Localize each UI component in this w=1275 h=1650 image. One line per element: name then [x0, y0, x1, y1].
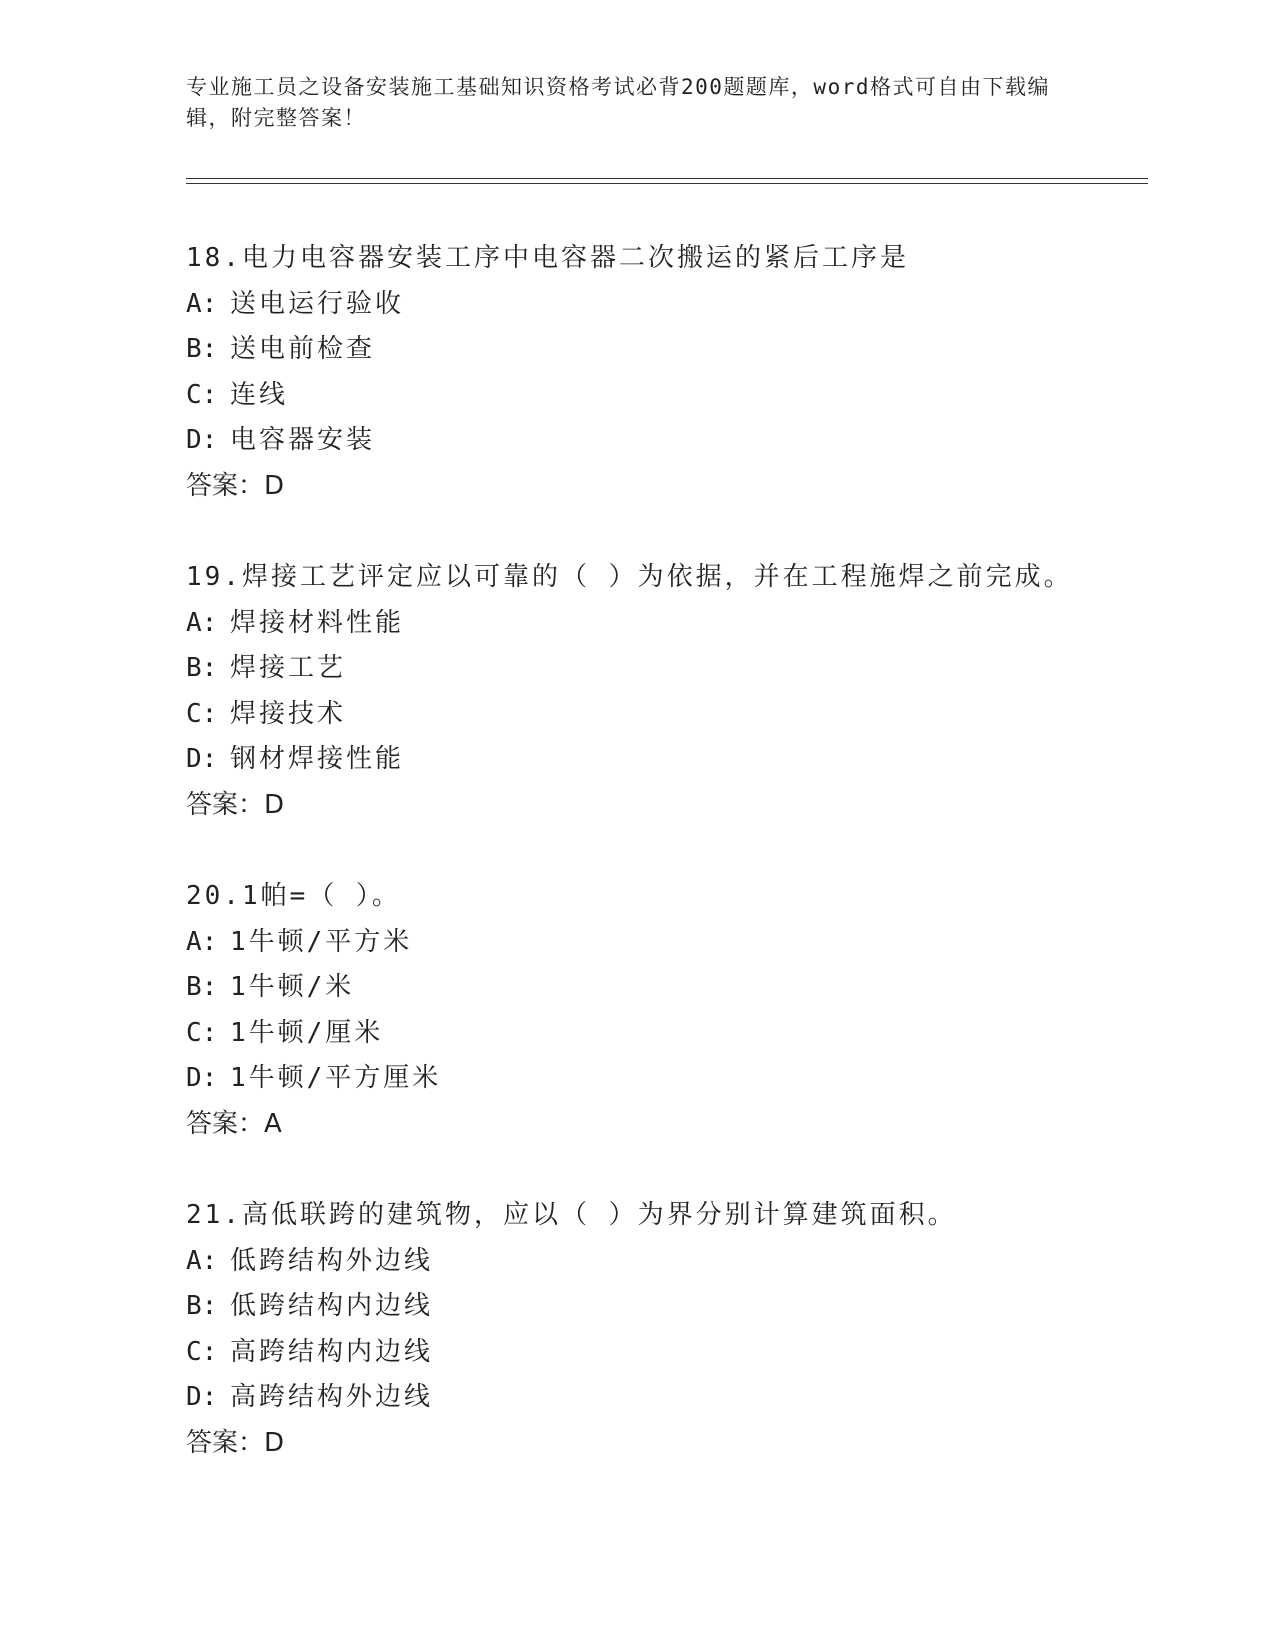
option-letter: D: — [186, 744, 218, 774]
option-d — [186, 737, 1146, 783]
option-text: 电容器安装 — [230, 425, 376, 455]
option-text: 高跨结构外边线 — [230, 1382, 434, 1412]
option-letter: D: — [186, 1382, 218, 1412]
option-letter: C: — [186, 698, 218, 729]
header-rule-bottom — [186, 183, 1148, 184]
question-stem: 20.1帕=（ ）。 — [186, 881, 401, 911]
option-a — [186, 920, 1146, 966]
option-letter: C: — [186, 379, 218, 410]
question-list — [186, 236, 1146, 1512]
question-19 — [186, 555, 1146, 828]
header-rule-top — [186, 178, 1148, 179]
option-letter: D: — [186, 425, 218, 455]
option-a — [186, 282, 1146, 328]
option-letter: A: — [186, 926, 218, 957]
option-letter: A: — [186, 288, 218, 319]
header-intro: 专业施工员之设备安装施工基础知识资格考试必背200题题库，word格式可自由下载编辑，附完整答案！ — [186, 75, 1050, 130]
option-b — [186, 327, 1146, 373]
option-c — [186, 373, 1146, 419]
option-d — [186, 1056, 1146, 1102]
answer-line: 答案：A — [186, 1108, 282, 1139]
option-text: 送电前检查 — [230, 334, 376, 364]
option-text: 高跨结构内边线 — [230, 1336, 434, 1367]
option-text: 焊接技术 — [230, 698, 347, 729]
option-text: 低跨结构内边线 — [230, 1291, 434, 1321]
option-text: 1牛顿/平方米 — [230, 926, 413, 957]
option-text: 低跨结构外边线 — [230, 1245, 434, 1276]
option-letter: B: — [186, 653, 218, 683]
option-letter: A: — [186, 1245, 218, 1276]
option-text: 焊接材料性能 — [230, 607, 405, 638]
option-d — [186, 418, 1146, 464]
option-letter: A: — [186, 607, 218, 638]
option-c — [186, 692, 1146, 738]
option-text: 1牛顿/米 — [230, 972, 355, 1002]
question-18 — [186, 236, 1146, 509]
option-text: 1牛顿/厘米 — [230, 1017, 384, 1048]
option-letter: C: — [186, 1017, 218, 1048]
option-text: 连线 — [230, 379, 289, 410]
question-20 — [186, 874, 1146, 1147]
option-c — [186, 1330, 1146, 1376]
question-stem: 21.高低联跨的建筑物，应以（ ）为界分别计算建筑面积。 — [186, 1200, 957, 1230]
option-text: 钢材焊接性能 — [230, 744, 405, 774]
option-letter: B: — [186, 972, 218, 1002]
option-b — [186, 646, 1146, 692]
option-letter: C: — [186, 1336, 218, 1367]
option-c — [186, 1011, 1146, 1057]
option-text: 送电运行验收 — [230, 288, 405, 319]
option-letter: B: — [186, 1291, 218, 1321]
option-a — [186, 1239, 1146, 1285]
option-b — [186, 965, 1146, 1011]
question-21 — [186, 1193, 1146, 1466]
answer-line: 答案：D — [186, 1427, 285, 1458]
question-stem: 19.焊接工艺评定应以可靠的（ ）为依据，并在工程施焊之前完成。 — [186, 562, 1073, 592]
option-b — [186, 1284, 1146, 1330]
option-d — [186, 1375, 1146, 1421]
answer-line: 答案：D — [186, 789, 285, 820]
option-a — [186, 601, 1146, 647]
question-stem: 18.电力电容器安装工序中电容器二次搬运的紧后工序是 — [186, 243, 909, 273]
option-letter: B: — [186, 334, 218, 364]
option-letter: D: — [186, 1063, 218, 1093]
answer-line: 答案：D — [186, 470, 285, 501]
option-text: 1牛顿/平方厘米 — [230, 1063, 442, 1093]
option-text: 焊接工艺 — [230, 653, 347, 683]
